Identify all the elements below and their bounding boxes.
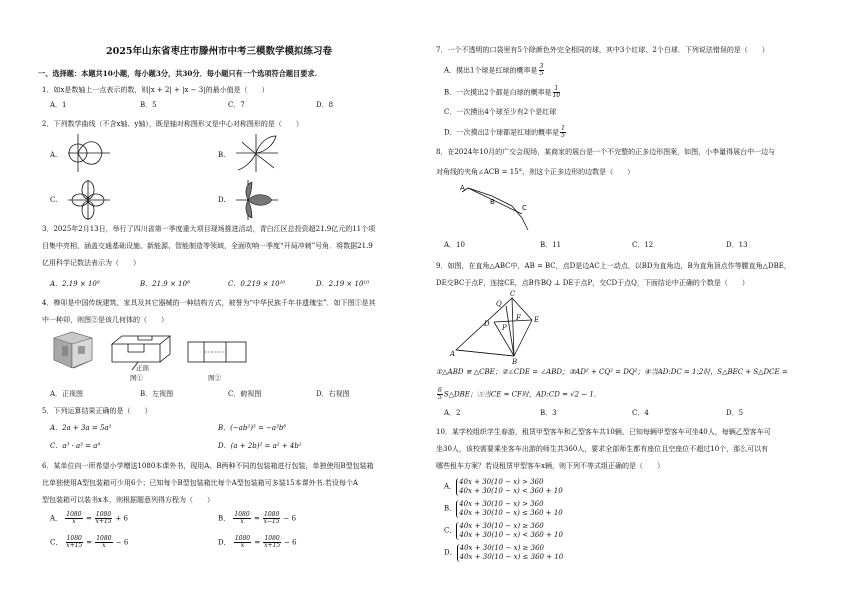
q4-front-label: 正面 <box>136 364 149 372</box>
q5-stem: 5．下列运算结果正确的是（ ） <box>42 407 152 415</box>
q9-frac-den: 5 <box>438 394 442 401</box>
fig9-label-c: C <box>510 290 516 298</box>
q6-b-left-den: x <box>240 518 244 525</box>
q7-b-text: B．一次摸出2个都是白球的概率是 <box>444 88 552 97</box>
q7-option-b[interactable] <box>444 86 561 99</box>
q7-option-c[interactable]: C．一次摸出4个球至少有2个是红球 <box>444 108 557 116</box>
curve-c-figure <box>66 178 112 222</box>
fig9-label-q: Q <box>496 300 502 308</box>
q6-option-b[interactable] <box>218 512 296 525</box>
fig8-label-b: B <box>490 198 495 206</box>
q7-a-text: A．摸出1个球是红球的概率是 <box>444 66 538 75</box>
q6-b-right-fraction <box>263 512 280 525</box>
q6-option-d[interactable] <box>218 536 297 549</box>
q10-option-b[interactable] <box>444 500 563 518</box>
q3-option-d[interactable]: D．2.19 × 10¹⁰ <box>316 280 370 288</box>
q7-option-d[interactable] <box>444 126 567 139</box>
q1-option-a[interactable]: A．1 <box>50 101 67 109</box>
q5-option-c[interactable]: C．a³ · a³ = a⁹ <box>50 442 101 450</box>
q6-d-right-den: x+15 <box>264 542 281 549</box>
q6-d-left-fraction <box>234 536 251 549</box>
q6-d-equals: = <box>254 538 261 547</box>
q8-line2: 对角线的夹角∠ACB = 15°，则这个正多边形的边数是（ ） <box>436 168 635 176</box>
polygon-figure <box>460 184 540 234</box>
fig9-label-b: B <box>512 358 518 366</box>
curve-b-figure <box>234 132 280 174</box>
q5-option-a[interactable]: A．2a + 3a = 5a² <box>50 424 112 432</box>
q3-option-a[interactable]: A．2.19 × 10⁹ <box>50 280 100 288</box>
q1-option-d[interactable]: D．8 <box>316 101 334 109</box>
triangle-figure <box>450 290 560 366</box>
q6-c-right-fraction <box>95 536 112 549</box>
q6-b-left-fraction <box>233 512 250 525</box>
q6-a-right-fraction <box>95 512 112 525</box>
fig9-label-d: D <box>484 320 490 328</box>
q7-b-fraction <box>553 86 561 99</box>
q10-option-d[interactable] <box>444 544 563 562</box>
q10-option-a[interactable] <box>444 478 563 496</box>
q6-c-right-den: x <box>102 542 106 549</box>
q4-option-a[interactable]: A．正视图 <box>50 390 84 398</box>
fig9-label-e: E <box>534 316 540 324</box>
q7-d-fraction <box>560 126 566 139</box>
q10-b-system <box>456 500 563 518</box>
q1-stem: 1．如x是数轴上一点表示的数，则|x + 2| + |x − 3|的最小值是（ ） <box>42 86 269 94</box>
q4-fig2-caption: 图② <box>208 374 221 382</box>
q9-conclusions-1: ①△ABD ≌ △CBE；②∠CDE = ∠ABD；③AD² + CQ² = DQ²；④当AD:DC = 1:2时，S△BEC + S△DCE = <box>436 368 788 376</box>
q9-option-d[interactable]: D．5 <box>726 409 744 417</box>
q5-option-d[interactable]: D．(a + 2b)² = a² + 4b² <box>218 442 302 450</box>
q6-b-equals: = <box>253 514 260 523</box>
fig9-label-a: A <box>450 350 456 358</box>
fig9-label-f: F <box>516 314 521 322</box>
q2-option-a[interactable]: A. <box>50 151 58 159</box>
q6-d-left-den: x <box>240 542 245 549</box>
q6-a-right-den: x+15 <box>95 518 112 525</box>
q10-a-label: A． <box>444 482 457 491</box>
q6-c-label: C． <box>50 538 63 547</box>
q4-line1: 4．榫卯是中国传统建筑、家具及其它器械的一种结构方式，被誉为“中华民族千年非遗瑰宝”．如下图①是其 <box>42 299 376 307</box>
q6-d-tail: − 6 <box>284 538 297 547</box>
q10-a-system <box>456 478 563 496</box>
q6-line1: 6．某单位向一所希望小学赠送1080本课外书，现用A、B两种不同的包装箱进行包装，单独使用B型包装箱 <box>42 462 374 470</box>
q8-line1: 8．在2024年10月的广交会现场，某商家的展台是一个不完整的正多边形图案，如图，小李量得展台中一边与 <box>436 148 776 156</box>
q6-line2: 比单独使用A型包装箱可少用6个；已知每个B型包装箱比每个A型包装箱可多装15本课外书.若设每个A <box>42 479 358 487</box>
q7-a-den: 5 <box>539 70 544 77</box>
q6-c-left-den: x+15 <box>66 542 83 549</box>
q10-d-ineq2: 40x + 30(10 − x) ≤ 360 + 10 <box>459 552 564 561</box>
q9-conclusions-2 <box>436 388 596 401</box>
q7-b-num: 1 <box>554 85 559 92</box>
q9-line2: DE交BC于点F，连接CE，点B作BQ ⊥ DE于点P，交CD于点Q，下面结论中正确的个数是（ ） <box>436 279 749 287</box>
page-title: 2025年山东省枣庄市滕州市中考三模数学模拟练习卷 <box>106 46 332 57</box>
q8-option-d[interactable]: D．13 <box>726 241 748 249</box>
q6-c-right-num: 1080 <box>96 535 112 542</box>
q9-line1: 9．如图，在直角△ABC中，AB = BC，点D是边AC上一动点，以BD为直角边，B为直角顶点作等腰直角△DBE， <box>436 262 791 270</box>
q6-option-a[interactable] <box>50 512 128 525</box>
q1-option-b[interactable]: B．5 <box>140 101 157 109</box>
q9-conclusions-2-text: S△DBE；⑤当CE = CF时，AD:CD = √2 − 1. <box>443 390 597 399</box>
q7-d-text: D．一次摸出2个球都是红球的概率是 <box>444 128 560 137</box>
q9-frac-num: 6 <box>438 387 442 394</box>
q9-option-a[interactable]: A．2 <box>444 409 461 417</box>
q10-a-ineq2: 40x + 30(10 − x) < 360 + 10 <box>459 486 563 495</box>
curve-a-figure <box>66 132 112 174</box>
q6-b-left-num: 1080 <box>234 511 250 518</box>
curve-d-figure <box>234 178 280 222</box>
section-heading: 一、选择题：本题共10小题，每小题3分，共30分．每小题只有一个选项符合题目要求. <box>38 69 318 78</box>
mortise-view-figure <box>186 340 250 366</box>
q3-line3: 亿用科学记数法表示为（ ） <box>42 259 140 267</box>
q10-c-ineq2: 40x + 30(10 − x) < 360 + 10 <box>459 530 563 539</box>
q10-d-ineq1: 40x + 30(10 − x) ≥ 360 <box>459 544 545 552</box>
q10-d-label: D． <box>444 548 457 557</box>
q7-d-num: 1 <box>561 125 565 132</box>
q6-b-label: B． <box>218 514 231 523</box>
q4-option-c[interactable]: C．俯视图 <box>228 390 262 398</box>
q6-d-left-num: 1080 <box>234 535 251 542</box>
q4-line2: 中一种卯，则图②是该几何体的（ ） <box>42 316 168 324</box>
q6-a-tail: + 6 <box>115 514 128 523</box>
q5-option-b[interactable]: B．(−ab²)³ = −a³b⁶ <box>218 424 287 432</box>
q6-a-equals: = <box>85 514 92 523</box>
q10-line3: 哪些租车方案？若设租赁甲型客车x辆，则下列不等式组正确的是（ ） <box>436 462 664 470</box>
q10-b-ineq2: 40x + 30(10 − x) ≤ 360 + 10 <box>459 508 563 517</box>
q7-stem: 7．一个不透明的口袋里有5个除颜色外完全相同的球，其中3个红球、2个白球．下列说法错误的是（ ） <box>436 46 769 54</box>
q9-option-b[interactable]: B．3 <box>540 409 557 417</box>
q9-option-c[interactable]: C．4 <box>632 409 649 417</box>
q6-b-right-den: x−15 <box>263 518 280 525</box>
q10-c-ineq1: 40x + 30(10 − x) ≥ 360 <box>459 522 544 530</box>
q1-option-c[interactable]: C．7 <box>228 101 245 109</box>
q10-option-c[interactable] <box>444 522 563 540</box>
q6-b-tail: − 6 <box>283 514 297 523</box>
q2-option-d[interactable]: D. <box>218 196 226 204</box>
q3-line1: 3．2025年2月13日，举行了四川省第一季度重大项目现场推进活动，青白江区总投资超21.9亿元的11个项 <box>42 225 376 233</box>
q10-c-label: C． <box>444 526 457 535</box>
q6-a-left-den: x <box>72 518 76 525</box>
q6-a-label: A． <box>50 514 63 523</box>
q7-a-fraction <box>539 64 545 77</box>
q8-option-b[interactable]: B．11 <box>540 241 562 249</box>
q2-option-b[interactable]: B. <box>218 151 226 159</box>
mortise-photo-figure <box>48 330 100 370</box>
fig8-label-a: A <box>460 184 465 192</box>
fig9-label-p: P <box>502 324 507 332</box>
q4-fig1-caption: 图① <box>130 374 143 382</box>
q6-c-tail: − 6 <box>115 538 129 547</box>
q6-d-right-fraction <box>263 536 280 549</box>
q4-option-b[interactable]: B．左视图 <box>140 390 174 398</box>
q2-stem: 2．下列数学曲线（不含x轴、y轴），既是轴对称图形又是中心对称图形的是（ ） <box>42 120 303 128</box>
q3-option-b[interactable]: B．21.9 × 10⁸ <box>140 280 190 288</box>
q8-option-a[interactable]: A．10 <box>444 241 465 249</box>
q6-d-label: D． <box>218 538 231 547</box>
q7-a-num: 3 <box>539 63 544 70</box>
q6-c-left-fraction <box>66 536 83 549</box>
q8-option-c[interactable]: C．12 <box>632 241 654 249</box>
q6-a-left-fraction <box>65 512 82 525</box>
q10-line2: 坐30人，该校需要乘坐客车出游的师生共360人，要求全部师生都有座位且空座位不超过10个，那么可以有 <box>436 445 769 453</box>
q6-a-right-num: 1080 <box>95 511 112 518</box>
q9-fraction <box>437 388 443 401</box>
q10-c-system <box>456 522 563 540</box>
q6-b-right-num: 1080 <box>264 511 280 518</box>
q10-d-system <box>457 544 564 562</box>
q3-option-c[interactable]: C．0.219 × 10¹⁰ <box>228 280 286 288</box>
q3-line2: 目集中亮相，涵盖交通基础设施、新能源、智能制造等领域，全面吹响一季度“开局冲刺”号角．将数据21.9 <box>42 242 373 250</box>
q7-option-a[interactable] <box>444 64 545 77</box>
q6-a-left-num: 1080 <box>66 511 82 518</box>
fig8-label-c: C <box>522 204 527 212</box>
q6-c-left-num: 1080 <box>66 535 82 542</box>
q10-b-label: B． <box>444 504 457 513</box>
q10-b-ineq1: 40x + 30(10 − x) > 360 <box>459 500 544 508</box>
q10-line1: 10．某学校组织学生春游，租赁甲型客车和乙型客车共10辆，已知每辆甲型客车可坐40人，每辆乙型客车可 <box>436 428 771 436</box>
q7-d-den: 5 <box>561 132 565 139</box>
q2-option-c[interactable]: C. <box>50 196 58 204</box>
q6-c-equals: = <box>86 538 92 547</box>
q6-line3: 型包装箱可以装书x本，则根据题意列得方程为（ ） <box>42 496 214 504</box>
q7-b-den: 10 <box>552 92 561 99</box>
q10-a-ineq1: 40x + 30(10 − x) > 360 <box>459 478 544 486</box>
q6-option-c[interactable] <box>50 536 128 549</box>
q4-option-d[interactable]: D．右视图 <box>316 390 350 398</box>
q6-d-right-num: 1080 <box>264 535 280 542</box>
